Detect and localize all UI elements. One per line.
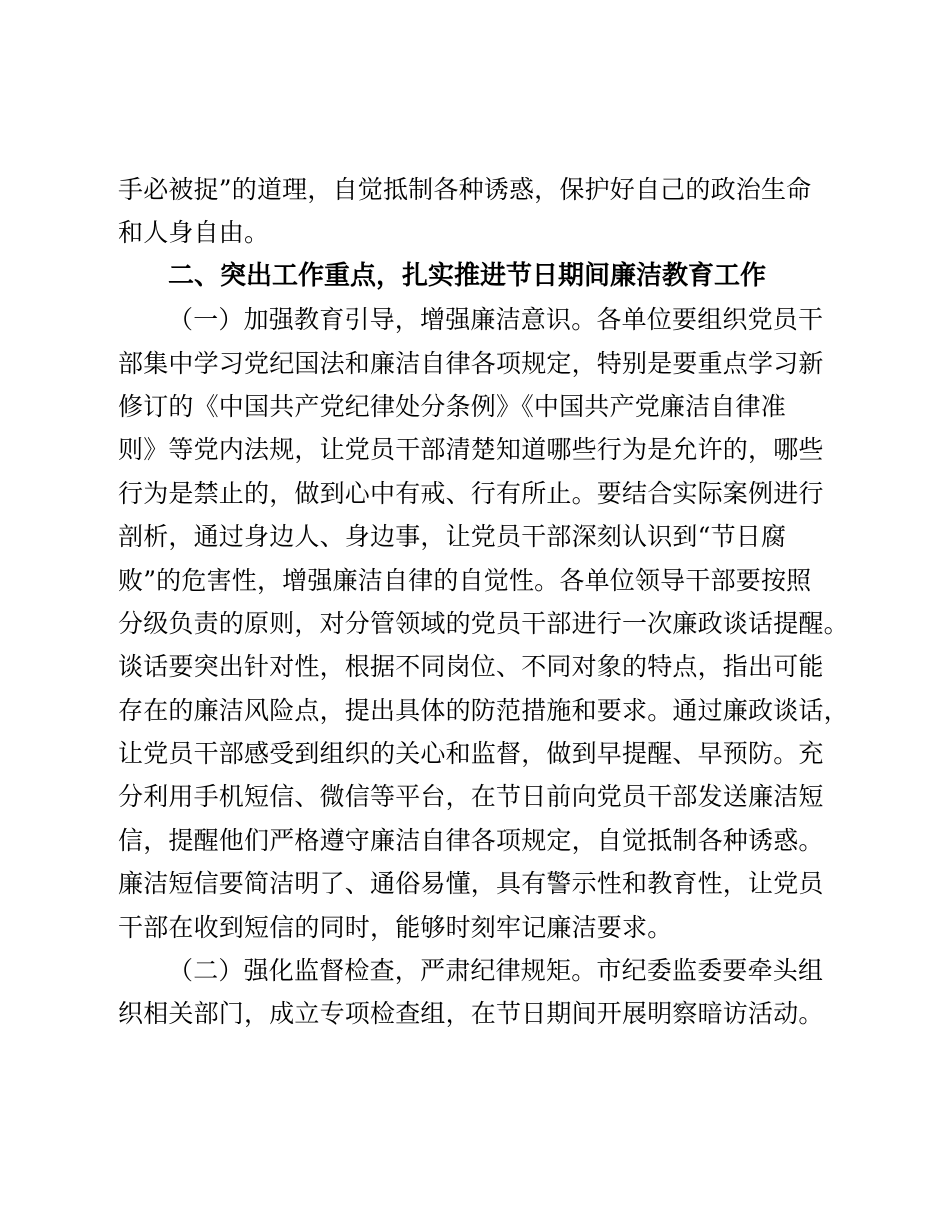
paragraph-first-line: （二）强化监督检查，严肃纪律规矩。市纪委监委要牵头组: [168, 956, 824, 986]
text-line: 织相关部门，成立专项检查组，在节日期间开展明察暗访活动。: [118, 999, 824, 1029]
text-line: 分利用手机短信、微信等平台，在节日前向党员干部发送廉洁短: [118, 782, 824, 812]
text-line: 存在的廉洁风险点，提出具体的防范措施和要求。通过廉政谈话，: [118, 695, 849, 725]
paragraph-first-line: （一）加强教育引导，增强廉洁意识。各单位要组织党员干: [168, 305, 824, 335]
text-line: 修订的《中国共产党纪律处分条例》《中国共产党廉洁自律准: [118, 391, 786, 421]
text-line: 让党员干部感受到组织的关心和监督，做到早提醒、早预防。充: [118, 739, 824, 769]
text-line: 廉洁短信要简洁明了、通俗易懂，具有警示性和教育性，让党员: [118, 869, 824, 899]
text-line: 则》等党内法规，让党员干部清楚知道哪些行为是允许的，哪些: [118, 435, 824, 465]
text-line: 部集中学习党纪国法和廉洁自律各项规定，特别是要重点学习新: [118, 348, 824, 378]
text-line: 行为是禁止的，做到心中有戒、行有所止。要结合实际案例进行: [118, 478, 824, 508]
text-line: 剖析，通过身边人、身边事，让党员干部深刻认识到“节日腐: [118, 522, 787, 552]
text-line: 分级负责的原则，对分管领域的党员干部进行一次廉政谈话提醒。: [118, 608, 849, 638]
text-line: 手必被捉”的道理，自觉抵制各种诱惑，保护好自己的政治生命: [118, 175, 812, 204]
section-heading: 二、突出工作重点，扎实推进节日期间廉洁教育工作: [168, 260, 767, 291]
document-body: [118, 168, 849, 1036]
text-line: 败”的危害性，增强廉洁自律的自觉性。各单位领导干部要按照: [118, 565, 812, 595]
text-line: 信，提醒他们严格遵守廉洁自律各项规定，自觉抵制各种诱惑。: [118, 825, 824, 855]
text-line: 和人身自由。: [118, 218, 270, 248]
text-line: 干部在收到短信的同时，能够时刻牢记廉洁要求。: [118, 912, 673, 942]
text-line: 谈话要突出针对性，根据不同岗位、不同对象的特点，指出可能: [118, 652, 824, 682]
